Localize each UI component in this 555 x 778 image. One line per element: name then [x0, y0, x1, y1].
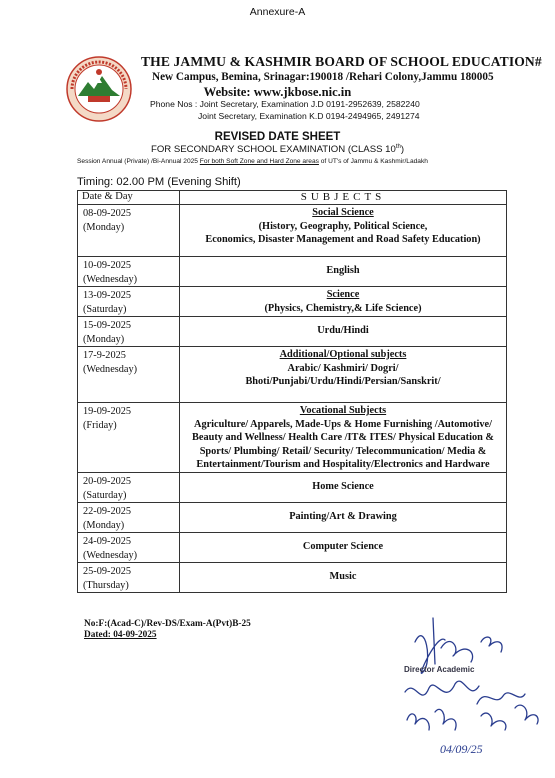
row-subject-line: Entertainment/Tourism and Hospitality/Electronics and Hardware [196, 459, 490, 471]
row-date: 19-09-2025 [83, 406, 132, 417]
document-title: REVISED DATE SHEET [214, 131, 341, 143]
table-row [78, 205, 507, 257]
row-date: 24-09-2025 [83, 536, 132, 547]
row-day: (Thursday) [83, 579, 129, 591]
board-website: Website: www.jkbose.nic.in [203, 85, 352, 99]
row-subject-line: Music [329, 571, 357, 582]
reference-block [84, 619, 251, 641]
row-date: 08-09-2025 [83, 208, 132, 219]
document-subtitle: FOR SECONDARY SCHOOL EXAMINATION (CLASS 10th) [150, 144, 405, 156]
row-day: (Saturday) [83, 489, 127, 501]
col-header-date: Date & Day [78, 191, 180, 205]
table-row [78, 473, 507, 503]
date-sheet-table [77, 190, 507, 593]
session-note: Session Annual (Private) /Bi-Annual 2025 For both Soft Zone and Hard Zone areas of UT's of Jammu & Kashmir/Ladakh [77, 158, 428, 165]
row-subject-line: (Physics, Chemistry,& Life Science) [264, 302, 422, 314]
phone-line-1: Phone Nos : Joint Secretary, Examination J.D 0191-2952639, 2582240 [150, 99, 420, 109]
row-subject-line: (History, Geography, Political Science, [258, 220, 428, 232]
row-subject-line: Home Science [312, 481, 374, 492]
signature-scribble-icon [385, 612, 555, 737]
row-subject-heading: Additional/Optional subjects [279, 349, 407, 360]
timing-line: Timing: 02.00 PM (Evening Shift) [77, 176, 241, 188]
row-day: (Monday) [83, 519, 125, 531]
row-subject-line: Agriculture/ Apparels, Made-Ups & Home Furnishing /Automotive/ [194, 418, 492, 430]
row-subject-line: Bhoti/Punjabi/Urdu/Hindi/Persian/Sanskrit/ [245, 376, 441, 388]
row-subject-heading: Social Science [312, 207, 374, 218]
row-subject-line: Economics, Disaster Management and Road Safety Education) [205, 234, 481, 246]
table-row [78, 317, 507, 347]
table-row [78, 503, 507, 533]
row-day: (Monday) [83, 221, 125, 233]
row-day: (Wednesday) [83, 273, 138, 285]
row-subject-line: Painting/Art & Drawing [289, 511, 397, 522]
board-name: THE JAMMU & KASHMIR BOARD OF SCHOOL EDUCATION# [141, 54, 542, 69]
row-subject-line: Beauty and Wellness/ Health Care /IT& ITES/ Physical Education & [192, 432, 494, 444]
table-row [78, 563, 507, 593]
row-day: (Wednesday) [83, 549, 138, 561]
row-date: 20-09-2025 [83, 476, 132, 487]
table-row [78, 287, 507, 317]
reference-number: No:F:(Acad-C)/Rev-DS/Exam-A(Pvt)B-25 [84, 619, 251, 629]
phone-line-2: Joint Secretary, Examination K.D 0194-2494965, 2491274 [198, 111, 420, 121]
table-row [78, 403, 507, 473]
col-header-subjects: SUBJECTS [180, 191, 507, 205]
board-address: New Campus, Bemina, Srinagar:190018 /Rehari Colony,Jammu 180005 [152, 71, 494, 83]
row-date: 13-09-2025 [83, 290, 132, 301]
row-date: 17-9-2025 [83, 350, 126, 361]
row-day: (Saturday) [83, 303, 127, 315]
row-subject-line: Sports/ Plumbing/ Retail/ Security/ Telecommunication/ Media & [199, 445, 487, 457]
row-subject-line: Computer Science [302, 541, 384, 552]
row-date: 22-09-2025 [83, 506, 132, 517]
row-day: (Wednesday) [83, 363, 138, 375]
row-subject-line: Arabic/ Kashmiri/ Dogri/ [287, 362, 399, 374]
row-subject-line: English [326, 265, 360, 276]
signature-date: 04/09/25 [440, 742, 483, 756]
row-date: 10-09-2025 [83, 260, 132, 271]
row-subject-line: Urdu/Hindi [317, 325, 369, 336]
row-subject-heading: Vocational Subjects [299, 405, 387, 416]
table-row [78, 533, 507, 563]
annexure-label: Annexure-A [249, 6, 306, 18]
table-row [78, 347, 507, 403]
signature-designation: Director Academic [404, 665, 475, 674]
reference-date: Dated: 04-09-2025 [84, 630, 157, 640]
row-date: 25-09-2025 [83, 566, 132, 577]
table-header-row [78, 191, 507, 205]
row-subject-heading: Science [326, 289, 360, 300]
row-date: 15-09-2025 [83, 320, 132, 331]
row-day: (Friday) [83, 419, 117, 431]
row-day: (Monday) [83, 333, 125, 345]
table-row [78, 257, 507, 287]
